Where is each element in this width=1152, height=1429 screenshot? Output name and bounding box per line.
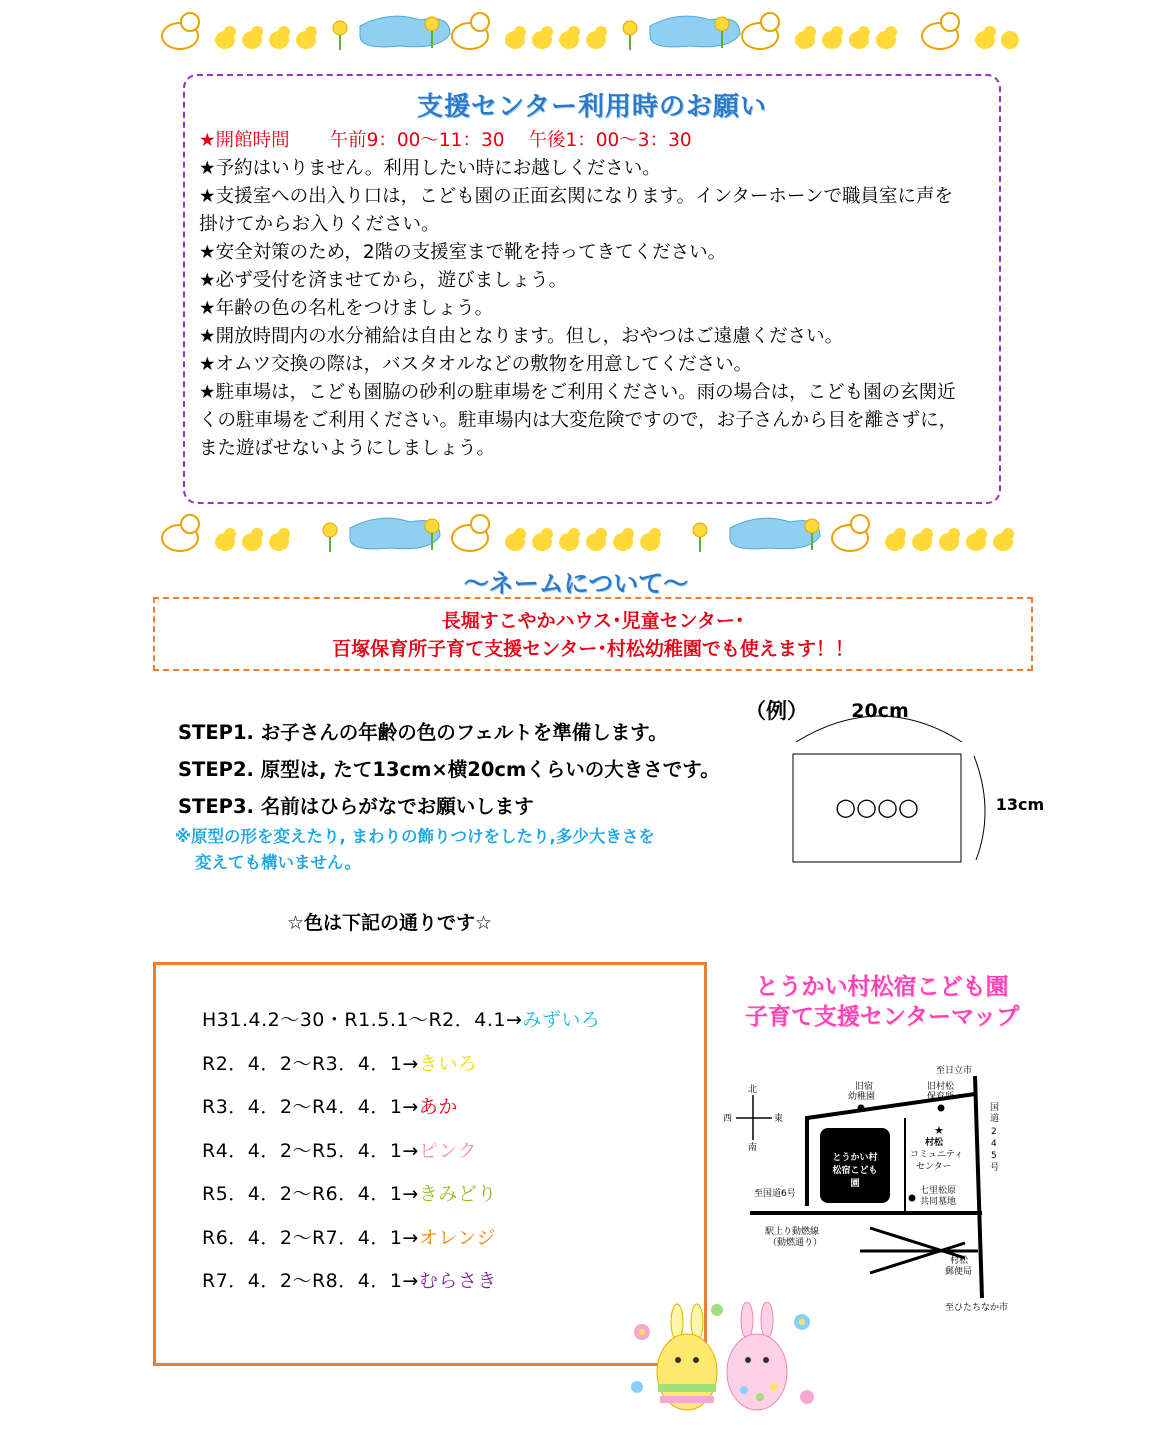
compass-east: 東 (774, 1114, 784, 1124)
map-title (712, 972, 1052, 1032)
step-3: STEP3. 名前はひらがなでお願いします (178, 795, 534, 818)
route-245-char: 4 (991, 1139, 997, 1149)
map-title-line-2: 子育て支援センターマップ (744, 1004, 1020, 1030)
duck-banner-illustration (150, 6, 1020, 54)
color-row (202, 1043, 704, 1087)
birth-range: H31.4.2～30・R1.5.1～R2．4.1→ (202, 1009, 523, 1031)
kyumuramatsu-label-2: 保育所 (927, 1092, 955, 1102)
cemetery-label-1: 七里松原 (920, 1186, 957, 1196)
size-note (175, 824, 655, 876)
rule-item: ★オムツ交換の際は，バスタオルなどの敷物を用意してください。 (199, 354, 753, 375)
line-label-1: 駅上り動燃線 (765, 1227, 820, 1237)
rule-item: ★必ず受付を済ませてから，遊びましょう。 (199, 270, 568, 291)
birth-range: R4．4．2～R5．4．1→ (202, 1139, 419, 1162)
rule-item: ★年齢の色の名札をつけましょう。 (199, 298, 494, 319)
color-name: きみどり (418, 1183, 497, 1205)
cemetery-label-2: 共同墓地 (920, 1197, 957, 1207)
rule-item: 掛けてからお入りください。 (199, 214, 440, 235)
school-label-3: 園 (850, 1179, 860, 1189)
birth-range: R7．4．2～R8．4．1→ (202, 1270, 419, 1292)
compass-west: 西 (723, 1114, 733, 1124)
route-245-label (990, 1102, 999, 1173)
map-title-line-1: とうかい村松宿こども園 (755, 974, 1009, 1000)
kyujuku-label-1: 旧宿 (855, 1082, 874, 1092)
notice-line-2: 百塚保育所子育て支援センター･村松幼稚園でも使えます！！ (332, 638, 854, 660)
width-label: 20cm (851, 700, 909, 722)
color-name: きいろ (418, 1052, 478, 1075)
kyumuramatsu-marker (938, 1105, 945, 1112)
rule-item: ★予約はいりません。利用したい時にお越しください。 (199, 158, 661, 179)
note-line-2: 変えても構いません。 (195, 853, 361, 872)
step-1: STEP1. お子さんの年齢の色のフェルトを準備します。 (178, 721, 668, 744)
road-diagonal-1 (870, 1228, 965, 1258)
steps-list (178, 714, 720, 825)
community-label-3: センター (916, 1162, 952, 1172)
route-245 (975, 1076, 982, 1298)
rule-item: ★開放時間内の水分補給は自由となります。但し，おやつはご遠慮ください。 (199, 326, 844, 347)
color-row (202, 1260, 704, 1304)
color-name: みずいろ (522, 1009, 601, 1031)
notice-line-1: 長堀すこやかハウス･児童センター･ (441, 610, 745, 632)
birth-range: R2．4．2～R3．4．1→ (202, 1052, 419, 1075)
color-row (202, 1217, 704, 1261)
name-tag-diagram (780, 700, 1070, 870)
kyujuku-marker (858, 1105, 865, 1112)
hours-pm: 午後1：00～3：30 (528, 130, 692, 151)
community-label-2: コミュニティ (910, 1150, 964, 1160)
rule-item: くの駐車場をご利用ください。駐車場内は大変危険ですので，お子さんから目を離さずに， (199, 410, 958, 431)
to-hitachinaka: 至ひたちなか市 (945, 1303, 1009, 1313)
hours-label: ★開館時間 (199, 130, 290, 151)
school-label-1: とうかい村 (832, 1153, 878, 1163)
usage-rules-box (183, 74, 1001, 504)
kyujuku-label-2: 幼稚園 (848, 1092, 876, 1102)
rule-item: ★駐車場は，こども園脇の砂利の駐車場をご利用ください。雨の場合は，こども園の玄関近 (199, 382, 956, 403)
bunny-eggs-illustration (622, 1302, 822, 1422)
school-label-2: 松宿こども (832, 1166, 878, 1176)
center-map (720, 1058, 1050, 1320)
compass-south: 南 (748, 1143, 758, 1153)
duck-banner-illustration (150, 508, 1020, 556)
route-245-char: 国 (990, 1103, 1000, 1113)
color-name: オレンジ (418, 1226, 496, 1249)
route-245-char: 2 (991, 1127, 997, 1137)
rule-item: ★支援室への出入り口は，こども園の正面玄関になります。インターホーンで職員室に声を (199, 186, 953, 207)
birth-range: R3．4．2～R4．4．1→ (202, 1096, 419, 1118)
post-office-label-2: 郵便局 (945, 1267, 973, 1277)
rule-item: ★安全対策のため，2階の支援室まで靴を持ってきてください。 (199, 242, 727, 263)
community-label-1: 村松 (925, 1138, 944, 1148)
to-hitachi: 至日立市 (936, 1066, 973, 1076)
community-star-icon: ★ (934, 1124, 944, 1137)
color-row (202, 1130, 704, 1174)
color-row (202, 1173, 704, 1217)
name-section-title: ～ネームについて～ (463, 569, 689, 598)
height-arc (974, 756, 985, 860)
hours-am: 午前9：00～11：30 (329, 130, 505, 151)
color-row (202, 1086, 704, 1130)
route-245-char: 道 (990, 1114, 1000, 1124)
compass-north: 北 (748, 1085, 758, 1095)
birth-range: R5．4．2～R6．4．1→ (202, 1183, 419, 1205)
middle-duck-banner (150, 508, 1020, 556)
color-name: あか (418, 1096, 458, 1118)
colors-heading: ☆色は下記の通りです☆ (287, 912, 493, 934)
rule-item: また遊ばせないようにしましょう。 (199, 438, 496, 459)
birth-range: R6．4．2～R7．4．1→ (202, 1226, 419, 1249)
usable-locations-notice (153, 597, 1033, 671)
color-name: むらさき (418, 1270, 497, 1292)
line-label-2: （動燃通り） (768, 1238, 823, 1248)
height-label: 13cm (995, 795, 1045, 814)
color-row (202, 999, 704, 1043)
route-245-char: 号 (990, 1163, 1000, 1173)
post-office-label-1: 村松 (950, 1256, 969, 1266)
sample-name: ○○○○ (835, 793, 919, 821)
note-line-1: ※原型の形を変えたり, まわりの飾りつけをしたり,多少大きさを (175, 827, 655, 846)
cemetery-marker (909, 1195, 916, 1202)
example-label: （例） (745, 699, 808, 723)
route-245-char: 5 (991, 1151, 997, 1161)
color-name: ピンク (418, 1139, 477, 1162)
route-6-label: 至国道6号 (754, 1189, 796, 1199)
rules-title: 支援センター利用時のお願い (417, 92, 767, 122)
top-duck-banner (150, 6, 1020, 54)
kyumuramatsu-label-1: 旧村松 (927, 1082, 955, 1092)
step-2: STEP2. 原型は, たて13cm×横20cmくらいの大きさです。 (178, 758, 720, 781)
opening-hours (199, 127, 985, 155)
